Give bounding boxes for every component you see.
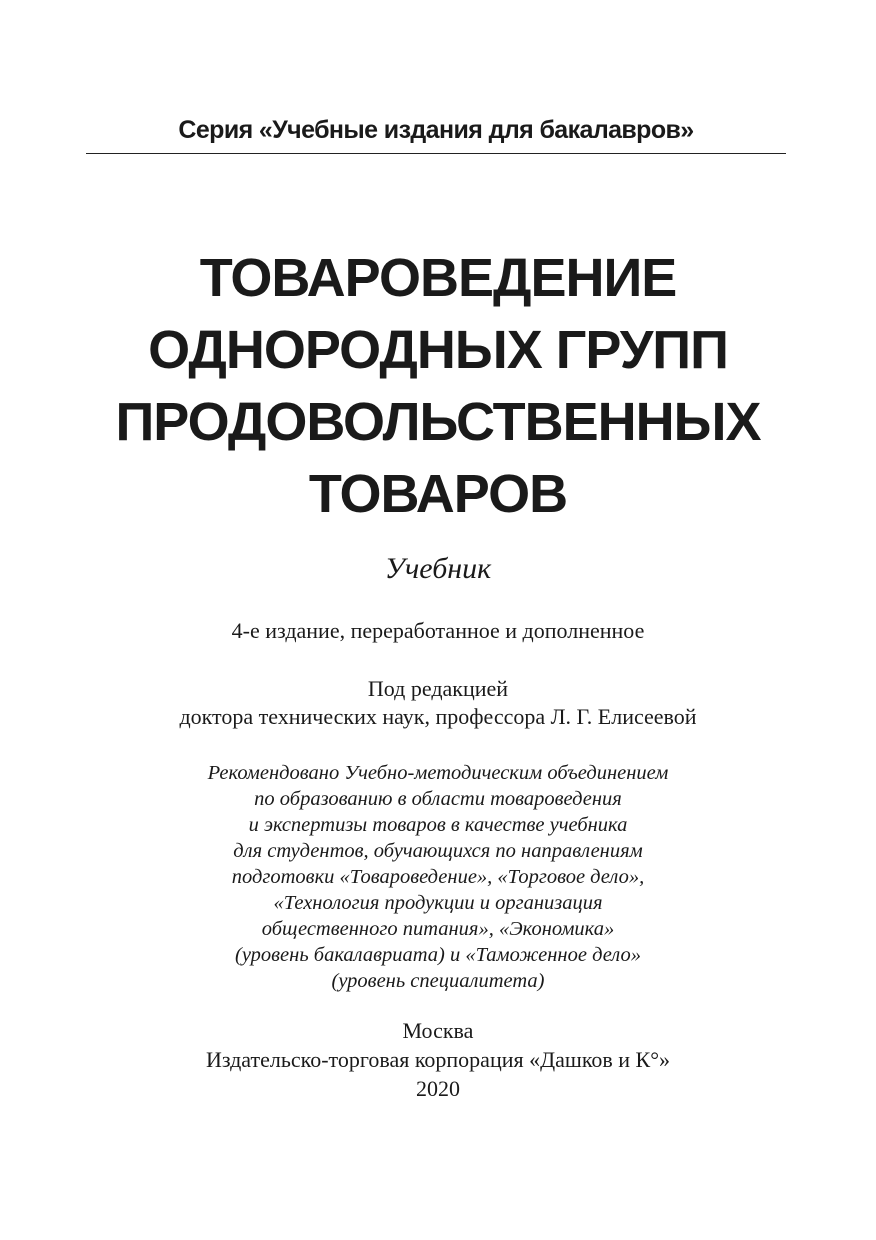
title-line: ПРОДОВОЛЬСТВЕННЫХ [115, 392, 761, 452]
recommendation-line: Рекомендовано Учебно-методическим объединением [207, 762, 669, 784]
recommendation-line: по образованию в области товароведения [254, 788, 622, 810]
imprint-city: Москва [402, 1018, 474, 1043]
recommendation-line: (уровень бакалавриата) и «Таможенное дело» [235, 944, 641, 966]
editor-line: Под редакцией [367, 676, 509, 701]
title-line: ТОВАРОВЕДЕНИЕ [199, 248, 677, 308]
recommendation-line: для студентов, обучающихся по направлениям [233, 840, 643, 862]
imprint-year: 2020 [416, 1076, 460, 1101]
imprint-block [0, 1016, 876, 1103]
recommendation-line: (уровень специалитета) [331, 970, 545, 992]
series-heading: Серия «Учебные издания для бакалавров» [178, 116, 694, 144]
recommendation-line: «Технология продукции и организация [273, 892, 603, 914]
recommendation-line: подготовки «Товароведение», «Торговое дело», [231, 866, 645, 888]
recommendation-block [0, 760, 876, 994]
imprint-publisher: Издательско-торговая корпорация «Дашков и К°» [205, 1047, 671, 1072]
edition-note: 4-е издание, переработанное и дополненное [231, 618, 645, 643]
recommendation-line: общественного питания», «Экономика» [261, 918, 615, 940]
book-subtitle: Учебник [384, 552, 492, 585]
book-title [60, 242, 816, 530]
title-line: ОДНОРОДНЫХ ГРУПП [148, 320, 728, 380]
title-line: ТОВАРОВ [308, 464, 568, 524]
editor-line: доктора технических наук, профессора Л. Г. Елисеевой [179, 704, 697, 729]
series-divider [86, 153, 786, 154]
editor-block [0, 675, 876, 731]
recommendation-line: и экспертизы товаров в качестве учебника [248, 814, 628, 836]
